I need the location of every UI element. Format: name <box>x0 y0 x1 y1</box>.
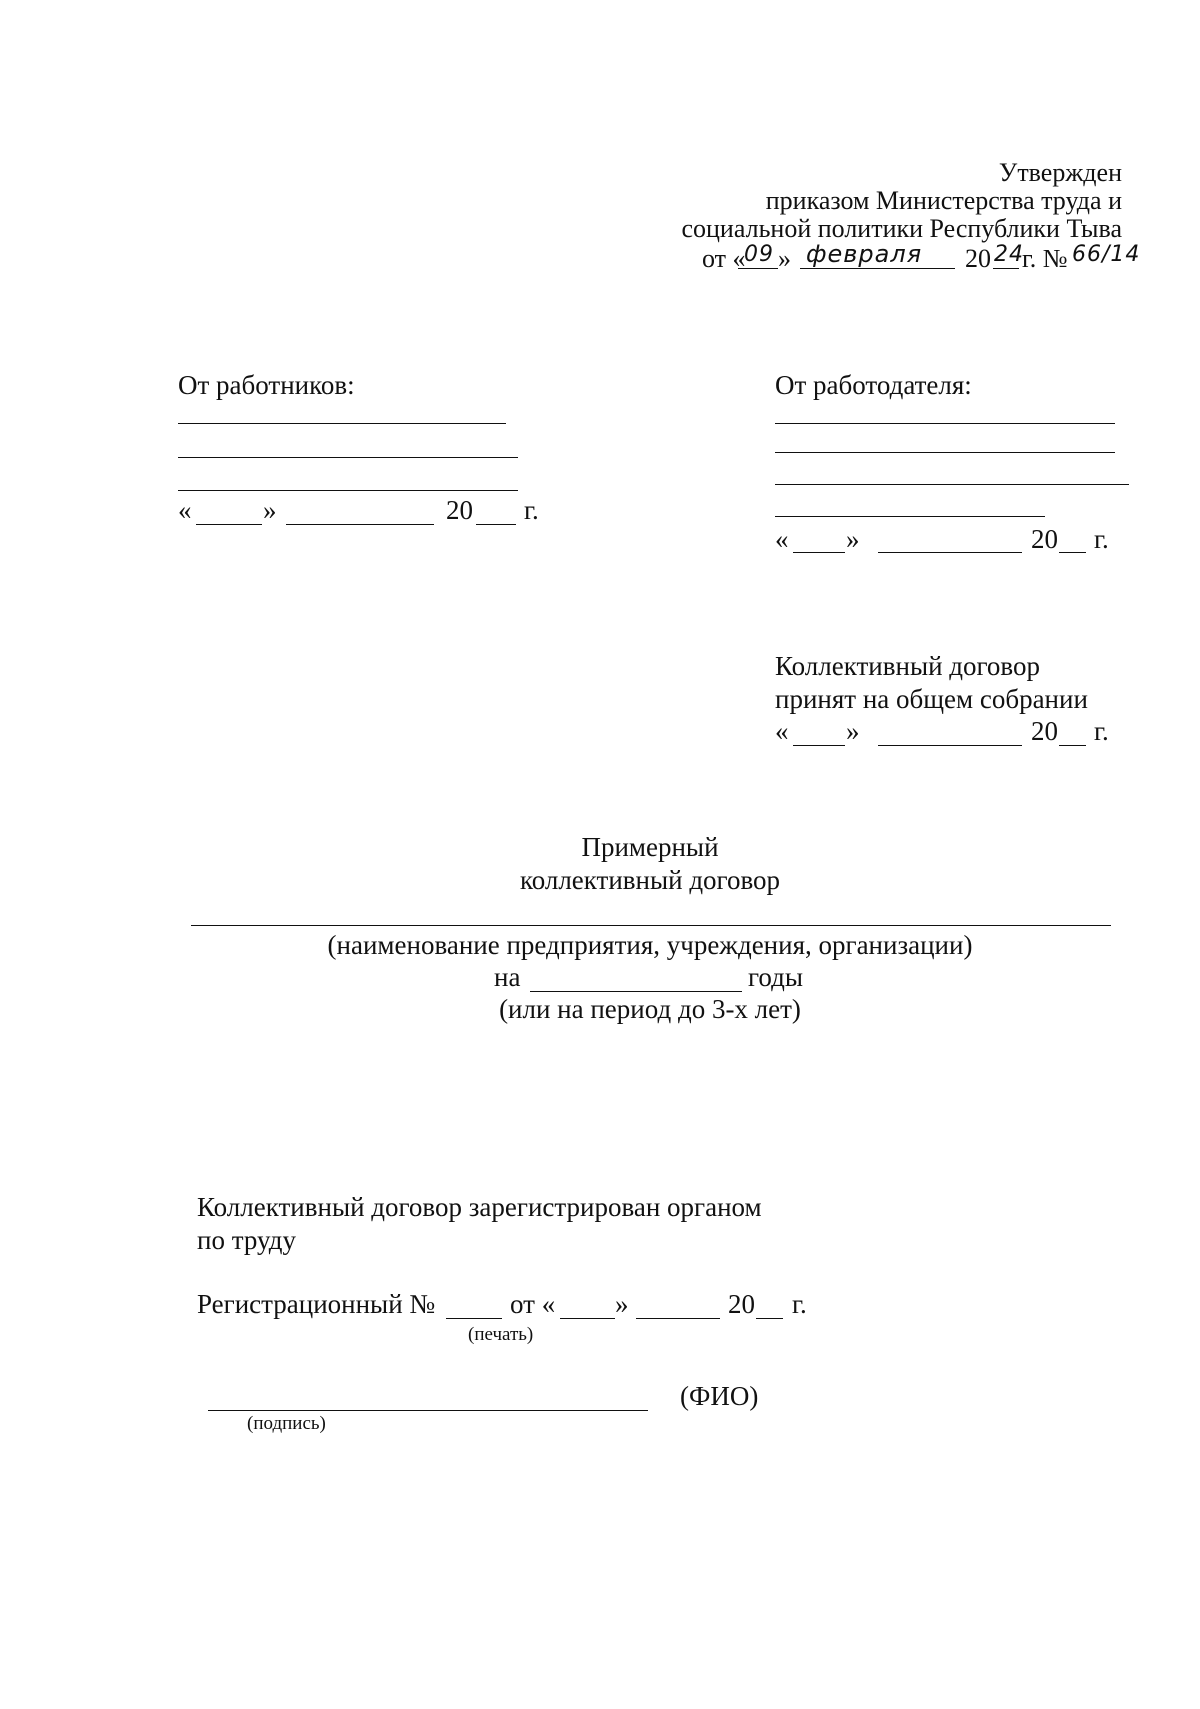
period-hint: (или на период до 3-х лет) <box>499 994 801 1024</box>
adopted-date-close: » <box>846 716 860 746</box>
approval-day-rule <box>738 268 778 269</box>
approval-year-rule <box>993 268 1019 269</box>
adopted-month-rule <box>878 745 1022 746</box>
approval-day-handwritten: 09 <box>744 242 774 267</box>
employer-g: г. <box>1094 524 1109 554</box>
adopted-g: г. <box>1094 716 1109 746</box>
employees-signature-line-3 <box>178 490 518 491</box>
registration-year: 20 <box>728 1289 755 1319</box>
adopted-year-rule <box>1059 745 1086 746</box>
employer-year: 20 <box>1031 524 1058 554</box>
organization-hint: (наименование предприятия, учреждения, организации) <box>327 930 973 960</box>
adopted-line-2: принят на общем собрании <box>775 684 1088 714</box>
employees-date-close: » <box>263 495 277 525</box>
adopted-line-1: Коллективный договор <box>775 651 1040 681</box>
employees-year-rule <box>476 524 516 525</box>
stamp-hint: (печать) <box>468 1324 534 1345</box>
approval-number-label: г. № <box>1022 244 1068 273</box>
registration-ot: от « <box>510 1289 556 1319</box>
approval-date-prefix: от « <box>702 244 746 273</box>
employees-signature-line-1 <box>178 423 506 424</box>
employees-heading: От работников: <box>178 370 355 400</box>
signature-line <box>208 1410 648 1411</box>
title-line-2: коллективный договор <box>519 865 781 895</box>
approval-month-rule <box>800 268 955 269</box>
approval-year-handwritten: 24 <box>994 242 1024 267</box>
registration-year-rule <box>756 1318 783 1319</box>
registration-month-rule <box>636 1318 720 1319</box>
employer-date-open: « <box>775 524 789 554</box>
fio-label: (ФИО) <box>680 1381 759 1411</box>
signature-hint: (подпись) <box>247 1413 326 1434</box>
registration-number-rule <box>446 1318 502 1319</box>
employer-signature-line-1 <box>775 423 1115 424</box>
registration-date-close: » <box>615 1289 629 1319</box>
years-na: на <box>494 962 521 992</box>
employer-day-rule <box>793 552 845 553</box>
employer-month-rule <box>878 552 1022 553</box>
employees-signature-line-2 <box>178 457 518 458</box>
title-line-1: Примерный <box>581 832 719 862</box>
organization-name-line <box>191 925 1111 926</box>
registration-day-rule <box>560 1318 615 1319</box>
employees-year: 20 <box>446 495 473 525</box>
registration-g: г. <box>792 1289 807 1319</box>
adopted-year: 20 <box>1031 716 1058 746</box>
approval-month-handwritten: февраля <box>806 240 923 268</box>
registration-line-2: по труду <box>197 1225 297 1255</box>
approval-day-close-quote: » <box>778 244 791 273</box>
approval-line-3: социальной политики Республики Тыва <box>681 214 1122 243</box>
registration-line-1: Коллективный договор зарегистрирован органом <box>197 1192 762 1222</box>
approval-number-handwritten: 66/14 <box>1072 242 1141 267</box>
employees-month-rule <box>286 524 434 525</box>
approval-line-2: приказом Министерства труда и <box>765 186 1122 215</box>
employer-signature-line-4 <box>775 516 1045 517</box>
employees-day-rule <box>196 524 262 525</box>
registration-number-label: Регистрационный № <box>197 1289 436 1319</box>
employer-signature-line-3 <box>775 484 1129 485</box>
employees-g: г. <box>524 495 539 525</box>
employer-heading: От работодателя: <box>775 370 972 400</box>
years-label: годы <box>748 962 804 992</box>
adopted-date-open: « <box>775 716 789 746</box>
adopted-day-rule <box>793 745 845 746</box>
approval-year-prefix: 20 <box>965 244 991 273</box>
employer-date-close: » <box>846 524 860 554</box>
employees-date-open: « <box>178 495 192 525</box>
years-rule <box>530 991 742 992</box>
employer-year-rule <box>1059 552 1086 553</box>
approval-line-1: Утвержден <box>998 158 1122 187</box>
employer-signature-line-2 <box>775 452 1115 453</box>
